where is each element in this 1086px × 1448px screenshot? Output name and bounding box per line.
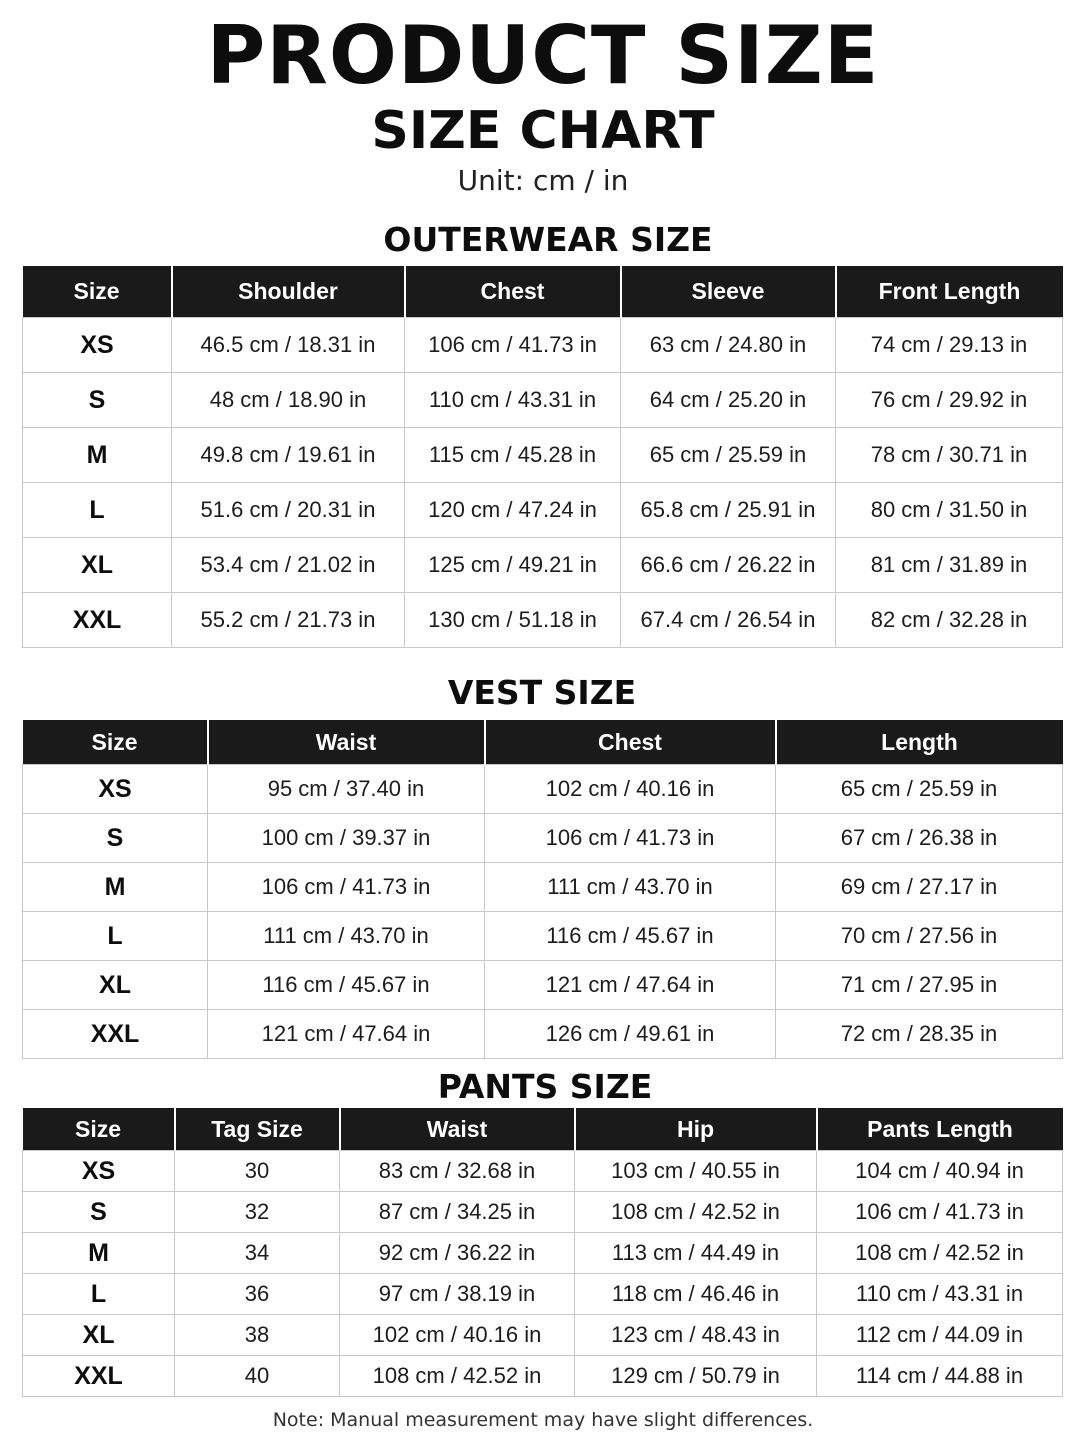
size-cell: XS [23, 318, 172, 373]
column-header-size: Size [23, 266, 172, 318]
table-row [23, 1233, 1063, 1274]
size-cell: S [23, 373, 172, 428]
shoulder-cell: 48 cm / 18.90 in [172, 373, 405, 428]
table-row [23, 765, 1063, 814]
hip-cell: 108 cm / 42.52 in [575, 1192, 817, 1233]
chest-cell: 121 cm / 47.64 in [485, 961, 776, 1010]
shoulder-cell: 49.8 cm / 19.61 in [172, 428, 405, 483]
table-row [23, 863, 1063, 912]
table-row [23, 593, 1063, 648]
table-header-row [23, 266, 1063, 318]
table-row [23, 1192, 1063, 1233]
chest-cell: 116 cm / 45.67 in [485, 912, 776, 961]
front-length-cell: 82 cm / 32.28 in [836, 593, 1063, 648]
table-row [23, 1274, 1063, 1315]
column-header-front-length: Front Length [836, 266, 1063, 318]
column-header-shoulder: Shoulder [172, 266, 405, 318]
chest-cell: 126 cm / 49.61 in [485, 1010, 776, 1059]
shoulder-cell: 55.2 cm / 21.73 in [172, 593, 405, 648]
waist-cell: 92 cm / 36.22 in [340, 1233, 575, 1274]
size-cell: L [23, 912, 208, 961]
size-cell: XS [23, 765, 208, 814]
size-cell: XXL [23, 593, 172, 648]
waist-cell: 87 cm / 34.25 in [340, 1192, 575, 1233]
size-cell: M [23, 1233, 175, 1274]
table-row [23, 1356, 1063, 1397]
chest-cell: 106 cm / 41.73 in [485, 814, 776, 863]
size-cell: S [23, 814, 208, 863]
column-header-chest: Chest [405, 266, 621, 318]
vest-section-title: VEST SIZE [447, 673, 637, 712]
table-row [23, 961, 1063, 1010]
sleeve-cell: 65 cm / 25.59 in [621, 428, 836, 483]
unit-label: Unit: cm / in [457, 164, 629, 197]
table-row [23, 912, 1063, 961]
tag-size-cell: 36 [175, 1274, 340, 1315]
pants-length-cell: 114 cm / 44.88 in [817, 1356, 1063, 1397]
pants-size-table [22, 1108, 1063, 1397]
front-length-cell: 81 cm / 31.89 in [836, 538, 1063, 593]
column-header-length: Length [776, 720, 1063, 765]
chest-cell: 115 cm / 45.28 in [405, 428, 621, 483]
waist-cell: 95 cm / 37.40 in [208, 765, 485, 814]
tag-size-cell: 40 [175, 1356, 340, 1397]
column-header-waist: Waist [340, 1108, 575, 1151]
length-cell: 67 cm / 26.38 in [776, 814, 1063, 863]
column-header-chest: Chest [485, 720, 776, 765]
table-row [23, 1315, 1063, 1356]
front-length-cell: 74 cm / 29.13 in [836, 318, 1063, 373]
chest-cell: 120 cm / 47.24 in [405, 483, 621, 538]
column-header-size: Size [23, 1108, 175, 1151]
table-header-row [23, 720, 1063, 765]
waist-cell: 108 cm / 42.52 in [340, 1356, 575, 1397]
sleeve-cell: 64 cm / 25.20 in [621, 373, 836, 428]
size-cell: XL [23, 961, 208, 1010]
shoulder-cell: 53.4 cm / 21.02 in [172, 538, 405, 593]
pants-length-cell: 104 cm / 40.94 in [817, 1151, 1063, 1192]
tag-size-cell: 30 [175, 1151, 340, 1192]
size-cell: L [23, 483, 172, 538]
waist-cell: 102 cm / 40.16 in [340, 1315, 575, 1356]
sleeve-cell: 67.4 cm / 26.54 in [621, 593, 836, 648]
size-cell: M [23, 863, 208, 912]
length-cell: 69 cm / 27.17 in [776, 863, 1063, 912]
length-cell: 70 cm / 27.56 in [776, 912, 1063, 961]
sleeve-cell: 65.8 cm / 25.91 in [621, 483, 836, 538]
column-header-sleeve: Sleeve [621, 266, 836, 318]
pants-length-cell: 110 cm / 43.31 in [817, 1274, 1063, 1315]
table-row [23, 318, 1063, 373]
column-header-tag-size: Tag Size [175, 1108, 340, 1151]
waist-cell: 97 cm / 38.19 in [340, 1274, 575, 1315]
hip-cell: 103 cm / 40.55 in [575, 1151, 817, 1192]
chest-cell: 110 cm / 43.31 in [405, 373, 621, 428]
chest-cell: 111 cm / 43.70 in [485, 863, 776, 912]
size-cell: XXL [23, 1010, 208, 1059]
waist-cell: 116 cm / 45.67 in [208, 961, 485, 1010]
pants-length-cell: 106 cm / 41.73 in [817, 1192, 1063, 1233]
size-cell: XS [23, 1151, 175, 1192]
pants-length-cell: 112 cm / 44.09 in [817, 1315, 1063, 1356]
waist-cell: 100 cm / 39.37 in [208, 814, 485, 863]
pants-length-cell: 108 cm / 42.52 in [817, 1233, 1063, 1274]
vest-size-table [22, 720, 1063, 1059]
shoulder-cell: 46.5 cm / 18.31 in [172, 318, 405, 373]
front-length-cell: 78 cm / 30.71 in [836, 428, 1063, 483]
page-title: PRODUCT SIZE [206, 9, 880, 102]
tag-size-cell: 38 [175, 1315, 340, 1356]
outerwear-size-table [22, 266, 1063, 648]
column-header-pants-length: Pants Length [817, 1108, 1063, 1151]
tag-size-cell: 34 [175, 1233, 340, 1274]
table-row [23, 1151, 1063, 1192]
length-cell: 72 cm / 28.35 in [776, 1010, 1063, 1059]
waist-cell: 83 cm / 32.68 in [340, 1151, 575, 1192]
tag-size-cell: 32 [175, 1192, 340, 1233]
size-cell: XL [23, 1315, 175, 1356]
table-row [23, 483, 1063, 538]
length-cell: 71 cm / 27.95 in [776, 961, 1063, 1010]
size-cell: M [23, 428, 172, 483]
table-row [23, 1010, 1063, 1059]
page-subtitle: SIZE CHART [371, 101, 715, 161]
sleeve-cell: 63 cm / 24.80 in [621, 318, 836, 373]
waist-cell: 121 cm / 47.64 in [208, 1010, 485, 1059]
shoulder-cell: 51.6 cm / 20.31 in [172, 483, 405, 538]
size-cell: XL [23, 538, 172, 593]
waist-cell: 111 cm / 43.70 in [208, 912, 485, 961]
chest-cell: 125 cm / 49.21 in [405, 538, 621, 593]
chest-cell: 130 cm / 51.18 in [405, 593, 621, 648]
table-row [23, 538, 1063, 593]
column-header-hip: Hip [575, 1108, 817, 1151]
sleeve-cell: 66.6 cm / 26.22 in [621, 538, 836, 593]
hip-cell: 113 cm / 44.49 in [575, 1233, 817, 1274]
front-length-cell: 80 cm / 31.50 in [836, 483, 1063, 538]
table-row [23, 814, 1063, 863]
table-row [23, 373, 1063, 428]
chest-cell: 106 cm / 41.73 in [405, 318, 621, 373]
chest-cell: 102 cm / 40.16 in [485, 765, 776, 814]
column-header-waist: Waist [208, 720, 485, 765]
hip-cell: 129 cm / 50.79 in [575, 1356, 817, 1397]
length-cell: 65 cm / 25.59 in [776, 765, 1063, 814]
table-row [23, 428, 1063, 483]
hip-cell: 118 cm / 46.46 in [575, 1274, 817, 1315]
waist-cell: 106 cm / 41.73 in [208, 863, 485, 912]
front-length-cell: 76 cm / 29.92 in [836, 373, 1063, 428]
measurement-note: Note: Manual measurement may have slight differences. [272, 1409, 814, 1431]
table-header-row [23, 1108, 1063, 1151]
size-cell: S [23, 1192, 175, 1233]
outerwear-section-title: OUTERWEAR SIZE [383, 220, 713, 259]
size-cell: L [23, 1274, 175, 1315]
column-header-size: Size [23, 720, 208, 765]
size-cell: XXL [23, 1356, 175, 1397]
pants-section-title: PANTS SIZE [437, 1067, 653, 1106]
hip-cell: 123 cm / 48.43 in [575, 1315, 817, 1356]
